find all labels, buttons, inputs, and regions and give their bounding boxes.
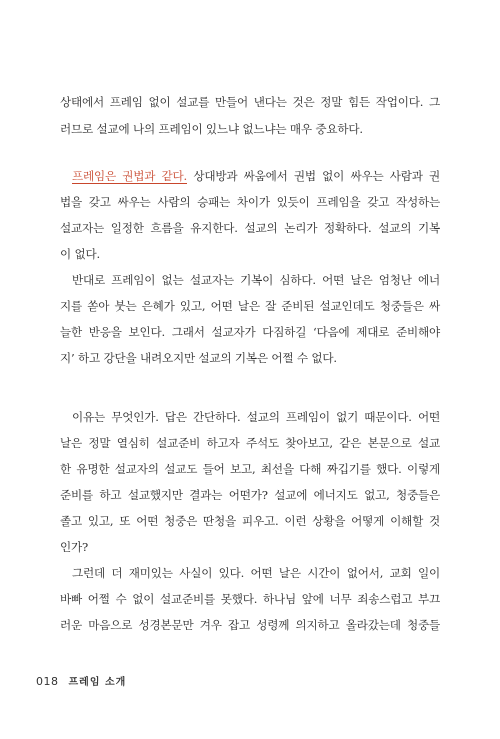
running-title: 프레임 소개 [68,677,127,688]
text-line: 설교자는 일정한 흐름을 유지한다. 설교의 논리가 정확하다. 설교의 기복 [60,221,440,235]
text-line: 이 없다. [60,247,100,261]
text-line: 인가? [60,540,89,554]
text-line: 러므로 설교에 나의 프레임이 있느냐 없느냐는 매우 중요하다. [60,122,363,136]
page-number: 018 [36,675,59,688]
text-line: 상태에서 프레임 없이 설교를 만들어 낸다는 것은 정말 힘든 작업이다. 그 [60,95,440,109]
text-line: 그런데 더 재미있는 사실이 있다. 어떤 날은 시간이 없어서, 교회 일이 [72,566,440,580]
text-fragment: 상대방과 싸움에서 권법 없이 싸우는 사람과 권 [187,169,441,183]
text-line: 이유는 무엇인가. 답은 간단하다. 설교의 프레임이 없기 때문이다. 어떤 [72,410,440,424]
text-line: 법을 갖고 싸우는 사람의 승패는 차이가 있듯이 프레임을 갖고 작성하는 [60,195,440,209]
text-line: 러운 마음으로 성경본문만 겨우 잡고 성령께 의지하고 올라갔는데 청중들 [60,618,440,632]
text-line: 준비를 하고 설교했지만 결과는 어떤가? 설교에 에너지도 없고, 청중들은 [60,488,440,502]
text-line: 반대로 프레임이 없는 설교자는 기복이 심하다. 어떤 날은 엄청난 에너 [72,273,440,287]
text-line: 바빠 어쩔 수 없이 설교준비를 못했다. 하나님 앞에 너무 죄송스럽고 부끄 [60,592,440,606]
text-line: 졸고 있고, 또 어떤 청중은 딴청을 피우고. 이런 상황을 어떻게 이해할 것 [60,514,440,528]
text-line: 날은 정말 열심히 설교준비 하고자 주석도 찾아보고, 같은 본문으로 설교 [60,436,440,450]
text-line: 늘한 반응을 보인다. 그래서 설교자가 다짐하길 ‘다음에 제대로 준비해야 [60,325,440,339]
highlighted-phrase: 프레임은 권법과 같다. [72,169,188,183]
page-footer [36,673,126,688]
text-line-with-highlight [72,166,440,186]
text-line: 한 유명한 설교자의 설교도 들어 보고, 최선을 다해 짜깁기를 했다. 이렇게 [60,462,440,476]
text-line: 지를 쏟아 붓는 은혜가 있고, 어떤 날은 잘 준비된 설교인데도 청중들은 싸 [60,299,440,313]
text-line: 지’ 하고 강단을 내려오지만 설교의 기복은 어쩔 수 없다. [60,351,337,365]
